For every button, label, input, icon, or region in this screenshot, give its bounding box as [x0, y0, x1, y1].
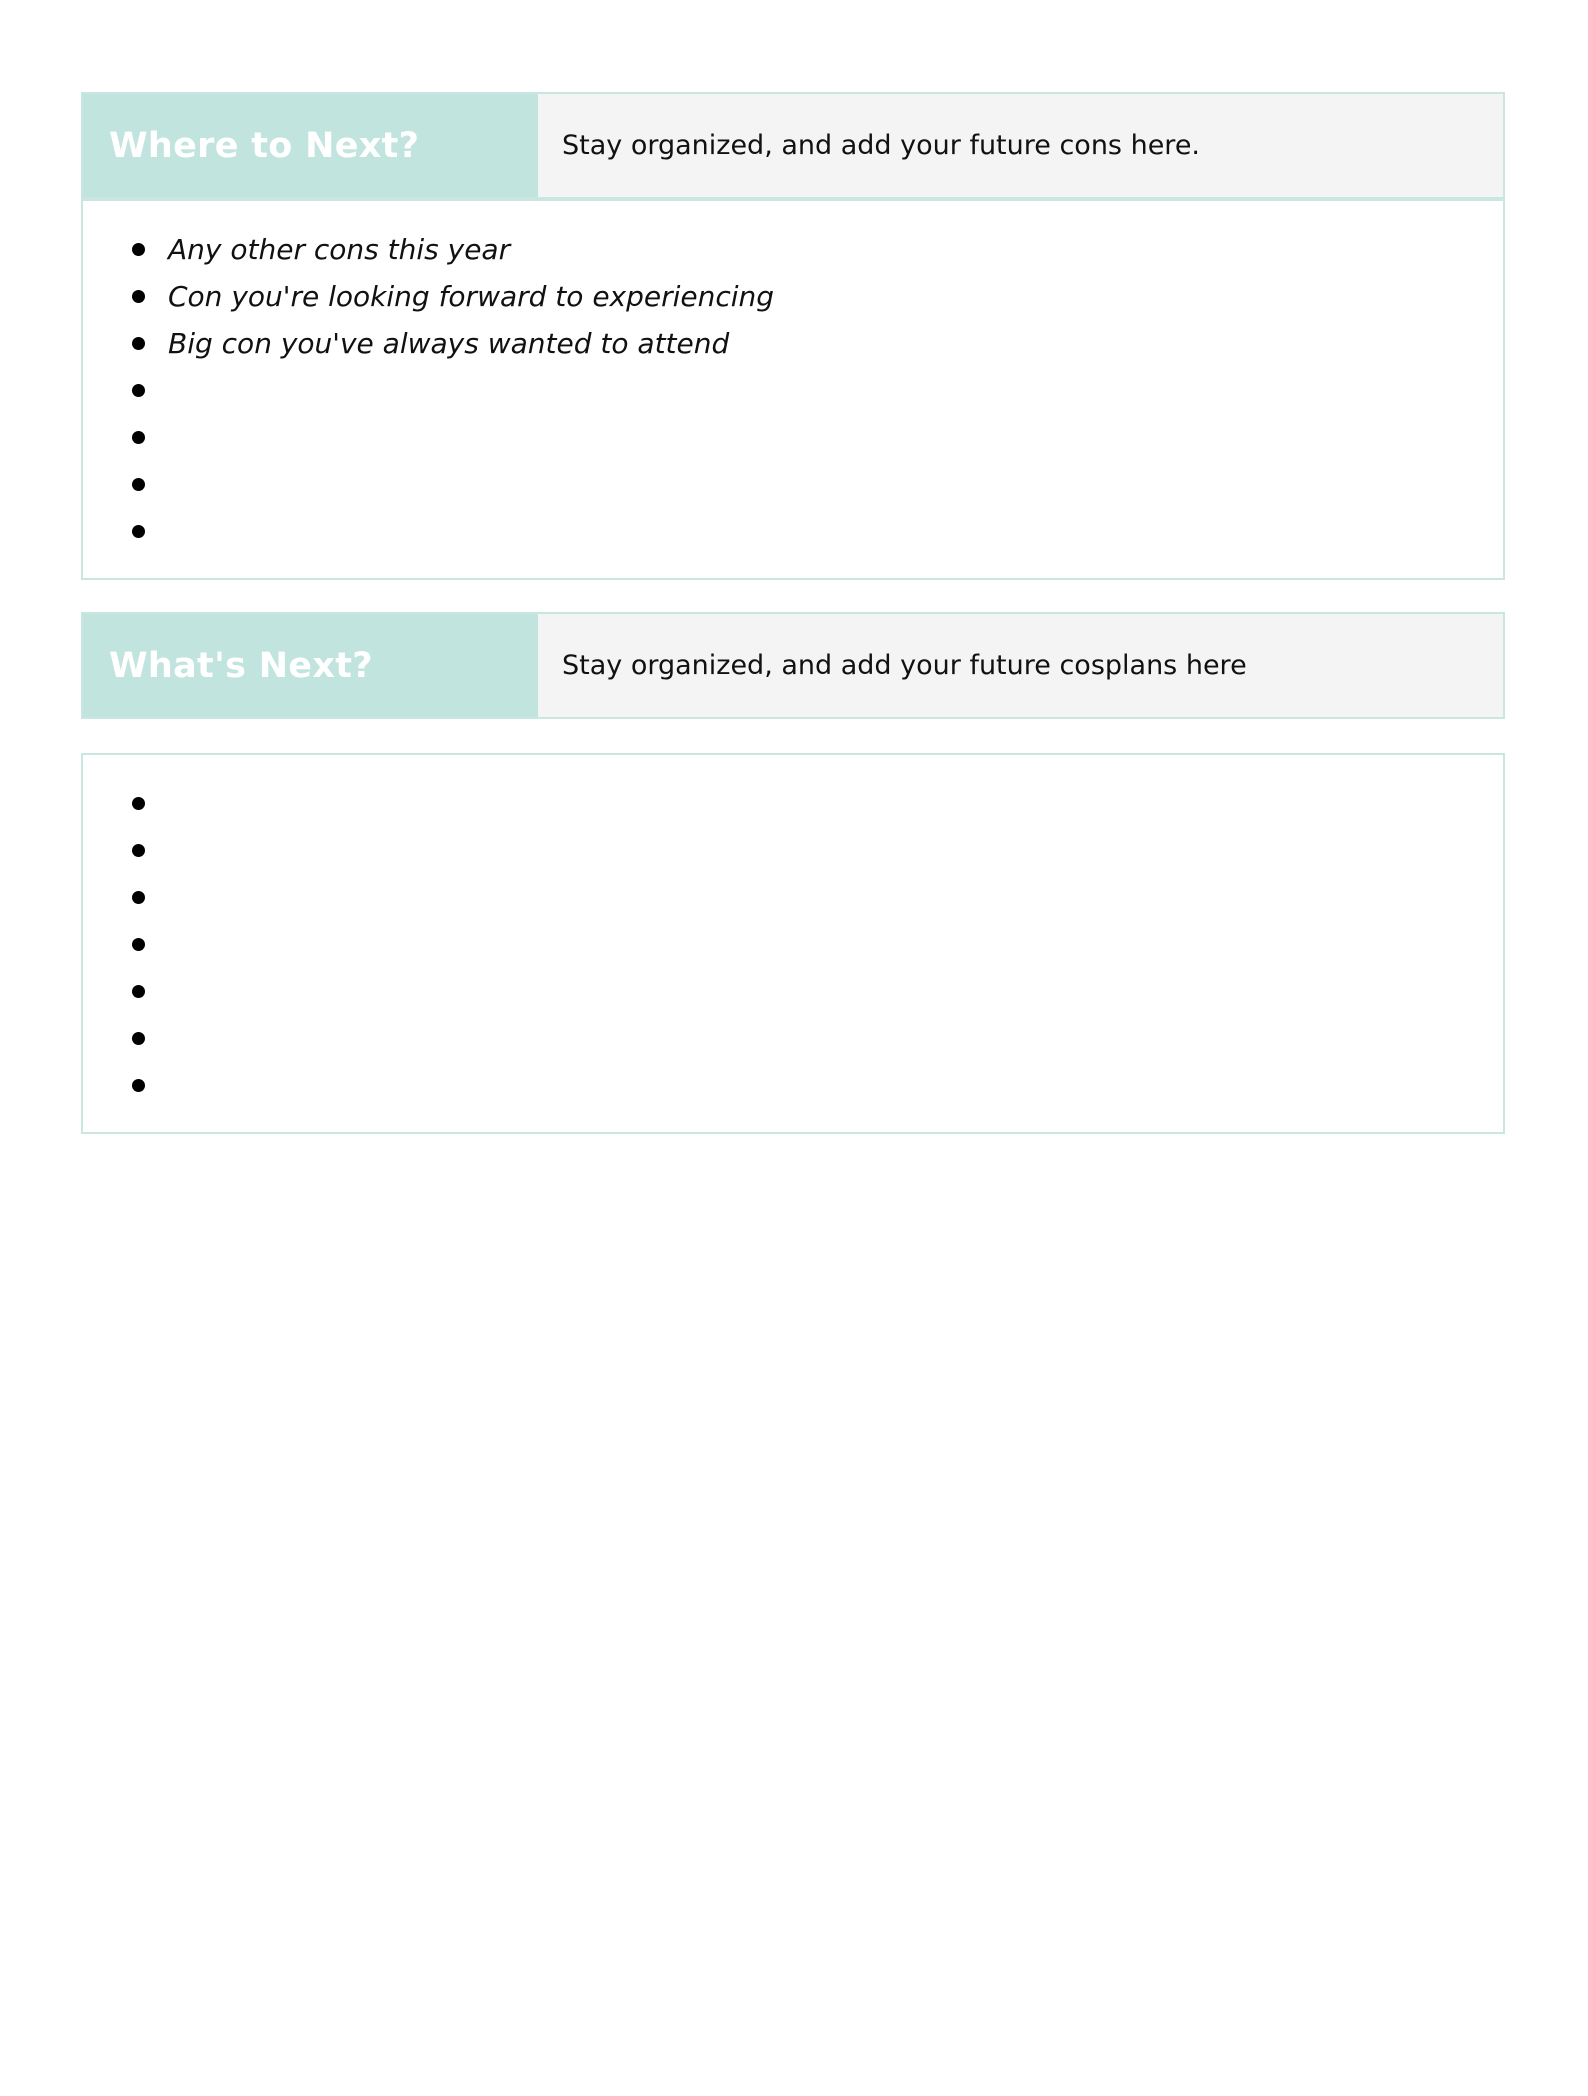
- list-item[interactable]: [83, 273, 1503, 320]
- bullet-icon: [132, 797, 145, 810]
- bullet-icon: [132, 478, 145, 491]
- bullet-icon: [132, 985, 145, 998]
- where-to-next-header: [81, 92, 1505, 199]
- bullet-icon: [132, 1079, 145, 1092]
- whats-next-list-box: [81, 753, 1505, 1134]
- list-item-text: Con you're looking forward to experiencing: [168, 280, 775, 313]
- bullet-icon: [132, 1032, 145, 1045]
- list-item[interactable]: [83, 508, 1503, 555]
- bullet-icon: [132, 844, 145, 857]
- list-item[interactable]: [83, 827, 1503, 874]
- whats-next-description: Stay organized, and add your future cosplans here: [562, 650, 1247, 681]
- list-item[interactable]: [83, 367, 1503, 414]
- bullet-icon: [132, 243, 145, 256]
- list-item-text: Big con you've always wanted to attend: [168, 327, 730, 360]
- whats-next-header: [81, 612, 1505, 719]
- list-item[interactable]: [83, 414, 1503, 461]
- list-item[interactable]: [83, 968, 1503, 1015]
- where-to-next-title-cell: [83, 94, 538, 197]
- whats-next-description-cell: [538, 614, 1503, 717]
- where-to-next-description-cell: [538, 94, 1503, 197]
- where-to-next-title: Where to Next?: [109, 125, 420, 166]
- list-item[interactable]: [83, 1062, 1503, 1109]
- list-item-text: Any other cons this year: [168, 233, 511, 266]
- bullet-icon: [132, 891, 145, 904]
- bullet-icon: [132, 431, 145, 444]
- bullet-icon: [132, 525, 145, 538]
- bullet-icon: [132, 290, 145, 303]
- list-item[interactable]: [83, 320, 1503, 367]
- list-item[interactable]: [83, 1015, 1503, 1062]
- list-item[interactable]: [83, 461, 1503, 508]
- list-item[interactable]: [83, 874, 1503, 921]
- list-item[interactable]: [83, 921, 1503, 968]
- where-to-next-list-box: [81, 199, 1505, 580]
- bullet-icon: [132, 938, 145, 951]
- bullet-icon: [132, 384, 145, 397]
- list-item[interactable]: [83, 226, 1503, 273]
- whats-next-title: What's Next?: [109, 645, 373, 686]
- bullet-icon: [132, 337, 145, 350]
- whats-next-title-cell: [83, 614, 538, 717]
- where-to-next-description: Stay organized, and add your future cons here.: [562, 130, 1201, 161]
- list-item[interactable]: [83, 780, 1503, 827]
